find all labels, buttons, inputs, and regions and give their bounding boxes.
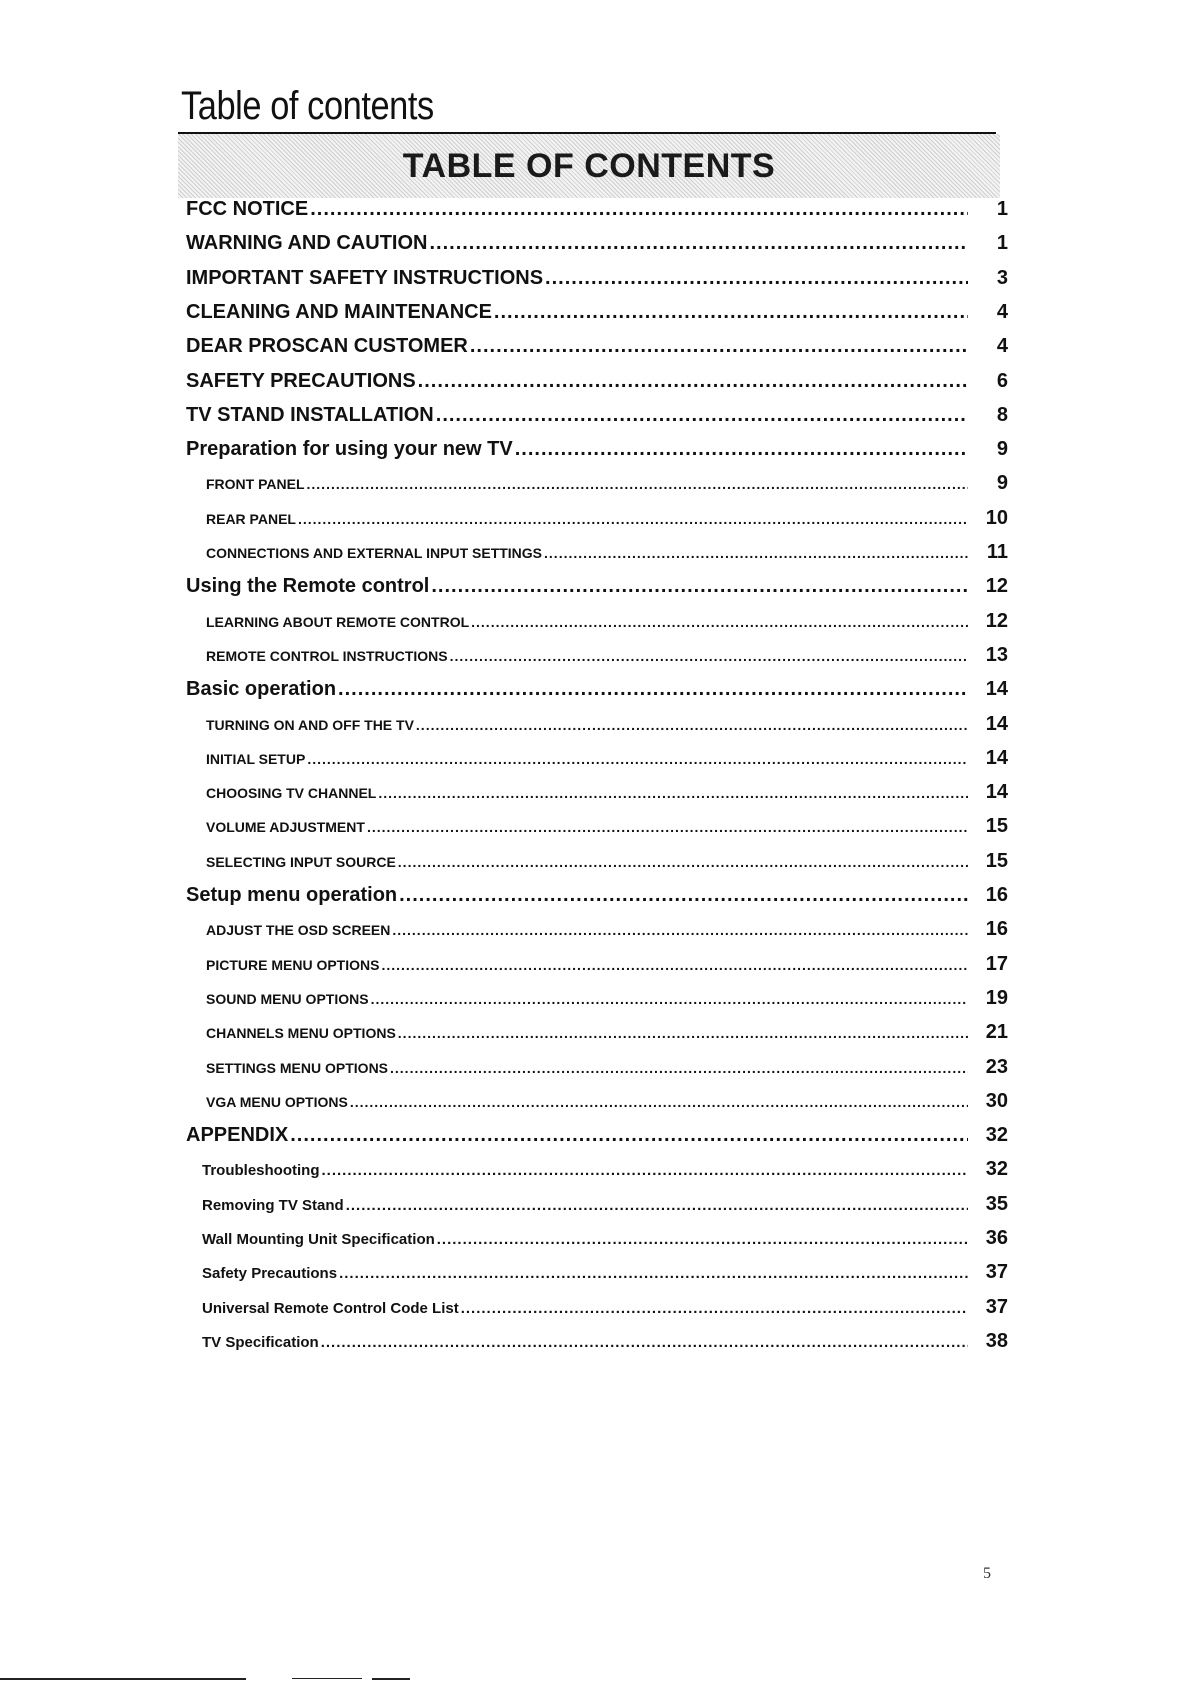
toc-entry-page: 23	[985, 1055, 1008, 1078]
toc-entry[interactable]	[186, 404, 1008, 427]
toc-entry[interactable]	[186, 781, 1008, 804]
toc-entry-page: 17	[985, 952, 1008, 975]
toc-entry-label: LEARNING ABOUT REMOTE CONTROL	[206, 613, 470, 630]
toc-entry-label: TURNING ON AND OFF THE TV	[206, 716, 414, 733]
toc-entry-label: Troubleshooting	[202, 1162, 320, 1180]
toc-entry[interactable]	[186, 301, 1008, 324]
toc-leader-dots	[416, 717, 968, 733]
toc-entry[interactable]	[186, 850, 1008, 873]
toc-entry-page: 8	[996, 403, 1008, 426]
toc-entry[interactable]	[186, 1124, 1008, 1147]
toc-entry-label: PICTURE MENU OPTIONS	[206, 956, 380, 973]
toc-entry[interactable]	[186, 232, 1008, 255]
toc-entry-page: 15	[985, 815, 1008, 838]
toc-leader-dots	[350, 1094, 968, 1110]
toc-leader-dots	[290, 1124, 968, 1147]
toc-entry[interactable]	[186, 678, 1008, 701]
toc-entry[interactable]	[186, 884, 1008, 907]
toc-entry[interactable]	[186, 1021, 1008, 1044]
toc-entry-page: 38	[985, 1329, 1008, 1352]
toc-leader-dots	[338, 678, 968, 701]
toc-leader-dots	[392, 922, 968, 938]
toc-entry-label: CHANNELS MENU OPTIONS	[206, 1025, 396, 1042]
toc-entry[interactable]	[186, 370, 1008, 393]
toc-leader-dots	[515, 438, 968, 461]
toc-leader-dots	[371, 991, 968, 1007]
toc-leader-dots	[398, 854, 968, 870]
toc-leader-dots	[322, 1162, 969, 1179]
toc-entry-page: 16	[985, 884, 1008, 906]
toc-entry-page: 14	[985, 781, 1008, 804]
toc-entry-page: 32	[985, 1124, 1008, 1147]
toc-entry[interactable]	[186, 644, 1008, 667]
toc-leader-dots	[545, 267, 968, 290]
toc-entry-page: 9	[996, 438, 1008, 461]
toc-entry-page: 37	[985, 1295, 1008, 1318]
toc-entry[interactable]	[186, 472, 1008, 495]
toc-entry[interactable]	[186, 1193, 1008, 1216]
toc-entry[interactable]	[186, 335, 1008, 358]
toc-leader-dots	[398, 1025, 968, 1041]
toc-leader-dots	[399, 884, 968, 907]
toc-entry-label: FRONT PANEL	[206, 476, 305, 493]
toc-entry-label: CHOOSING TV CHANNEL	[206, 785, 377, 802]
toc-leader-dots	[544, 545, 968, 561]
toc-entry-label: Safety Precautions	[202, 1265, 338, 1283]
toc-entry-page: 1	[996, 198, 1008, 220]
toc-entry[interactable]	[186, 438, 1008, 461]
toc-entry-page: 14	[985, 678, 1008, 701]
toc-banner	[178, 134, 1000, 198]
toc-entry-page: 21	[985, 1021, 1008, 1044]
toc-leader-dots	[471, 614, 968, 630]
toc-entry[interactable]	[186, 747, 1008, 770]
toc-entry[interactable]	[186, 1330, 1008, 1353]
toc-entry[interactable]	[186, 575, 1008, 598]
toc-entry-label: APPENDIX	[186, 1124, 289, 1147]
toc-entry[interactable]	[186, 1090, 1008, 1113]
toc-banner-text: TABLE OF CONTENTS	[402, 146, 776, 185]
toc-entry-page: 37	[985, 1261, 1008, 1284]
toc-entry-label: INITIAL SETUP	[206, 750, 306, 767]
toc-entry-page: 19	[985, 986, 1008, 1009]
toc-leader-dots	[367, 819, 968, 835]
toc-entry-page: 10	[985, 506, 1008, 529]
toc-entry[interactable]	[186, 1158, 1008, 1181]
toc-entry-page: 1	[996, 232, 1008, 255]
toc-entry-label: CLEANING AND MAINTENANCE	[186, 300, 492, 323]
toc-entry[interactable]	[186, 267, 1008, 290]
toc-entry-label: Universal Remote Control Code List	[202, 1299, 459, 1317]
toc-entry-label: Using the Remote control	[186, 575, 430, 598]
toc-entry-label: SAFETY PRECAUTIONS	[186, 369, 416, 392]
toc-entry[interactable]	[186, 198, 1008, 221]
toc-entry[interactable]	[186, 918, 1008, 941]
toc-leader-dots	[494, 301, 968, 324]
toc-entry-label: DEAR PROSCAN CUSTOMER	[186, 335, 468, 358]
toc-entry[interactable]	[186, 815, 1008, 838]
toc-entry[interactable]	[186, 610, 1008, 633]
toc-leader-dots	[339, 1265, 968, 1282]
toc-entry-label: REAR PANEL	[206, 510, 296, 527]
toc-entry-page: 14	[985, 746, 1008, 769]
toc-entry[interactable]	[186, 541, 1008, 564]
toc-entry-page: 11	[986, 541, 1008, 563]
toc-entry-label: CONNECTIONS AND EXTERNAL INPUT SETTINGS	[206, 545, 543, 561]
toc-entry-page: 35	[985, 1192, 1008, 1215]
toc-entry-page: 6	[996, 369, 1008, 392]
toc-leader-dots	[346, 1197, 968, 1214]
toc-entry-page: 12	[985, 609, 1008, 632]
toc-leader-dots	[298, 511, 968, 527]
page-number: 5	[983, 1565, 991, 1582]
toc-leader-dots	[429, 232, 968, 255]
toc-leader-dots	[381, 957, 968, 973]
toc-entry-page: 14	[985, 712, 1008, 735]
toc-entry[interactable]	[186, 1261, 1008, 1284]
toc-leader-dots	[307, 476, 968, 492]
toc-entry-label: SELECTING INPUT SOURCE	[206, 853, 396, 870]
toc-leader-dots	[390, 1060, 968, 1076]
toc-entry-label: SETTINGS MENU OPTIONS	[206, 1059, 389, 1076]
toc-leader-dots	[418, 370, 968, 393]
scan-edge-line	[0, 1678, 246, 1680]
toc-entry-page: 13	[985, 643, 1008, 666]
page-title: Table of contents	[181, 84, 434, 128]
toc-entry-page: 30	[985, 1089, 1008, 1112]
toc-entry-page: 36	[985, 1227, 1008, 1249]
toc-entry-page: 32	[985, 1158, 1008, 1181]
toc-leader-dots	[378, 785, 968, 801]
toc-entry-label: FCC NOTICE	[186, 198, 309, 220]
toc-leader-dots	[436, 404, 968, 427]
toc-entry-page: 15	[985, 849, 1008, 872]
toc-entry-label: Removing TV Stand	[202, 1196, 344, 1214]
scan-edge-line	[292, 1678, 362, 1679]
toc-entry-label: TV STAND INSTALLATION	[186, 403, 434, 426]
toc-entry-label: Basic operation	[186, 678, 337, 701]
toc-entry-page: 3	[996, 266, 1008, 289]
toc-entry-label: REMOTE CONTROL INSTRUCTIONS	[206, 647, 448, 664]
toc-leader-dots	[310, 198, 968, 221]
toc-entry-page: 9	[996, 472, 1008, 495]
toc-entry-label: Setup menu operation	[186, 884, 398, 906]
toc-entry-label: IMPORTANT SAFETY INSTRUCTIONS	[186, 266, 544, 289]
toc-entry-page: 4	[996, 335, 1008, 358]
toc-leader-dots	[431, 575, 968, 598]
toc-entry-label: Wall Mounting Unit Specification	[202, 1231, 435, 1248]
toc-leader-dots	[450, 648, 968, 664]
toc-leader-dots	[470, 335, 968, 358]
toc-entry-label: TV Specification	[202, 1333, 319, 1351]
toc-entry-label: VGA MENU OPTIONS	[206, 1093, 348, 1110]
toc-entry[interactable]	[186, 713, 1008, 736]
toc-entry[interactable]	[186, 987, 1008, 1010]
toc-entry[interactable]	[186, 1296, 1008, 1319]
toc-leader-dots	[461, 1300, 968, 1317]
toc-leader-dots	[307, 751, 968, 767]
toc-entry-label: SOUND MENU OPTIONS	[206, 990, 369, 1007]
scan-edge-line	[372, 1678, 410, 1680]
toc-entry-label: WARNING AND CAUTION	[186, 232, 428, 255]
toc-leader-dots	[321, 1334, 968, 1351]
toc-entry[interactable]	[186, 1227, 1008, 1250]
toc-entry[interactable]	[186, 953, 1008, 976]
toc-entry-label: VOLUME ADJUSTMENT	[206, 819, 365, 836]
toc-entry-label: ADJUST THE OSD SCREEN	[206, 922, 391, 939]
toc-entry[interactable]	[186, 1056, 1008, 1079]
toc-entry-page: 4	[996, 300, 1008, 323]
toc-entry-page: 16	[985, 918, 1008, 941]
toc-entry-label: Preparation for using your new TV	[186, 438, 513, 461]
toc-entry[interactable]	[186, 507, 1008, 530]
toc-entry-page: 12	[985, 575, 1008, 598]
toc-leader-dots	[437, 1231, 968, 1248]
